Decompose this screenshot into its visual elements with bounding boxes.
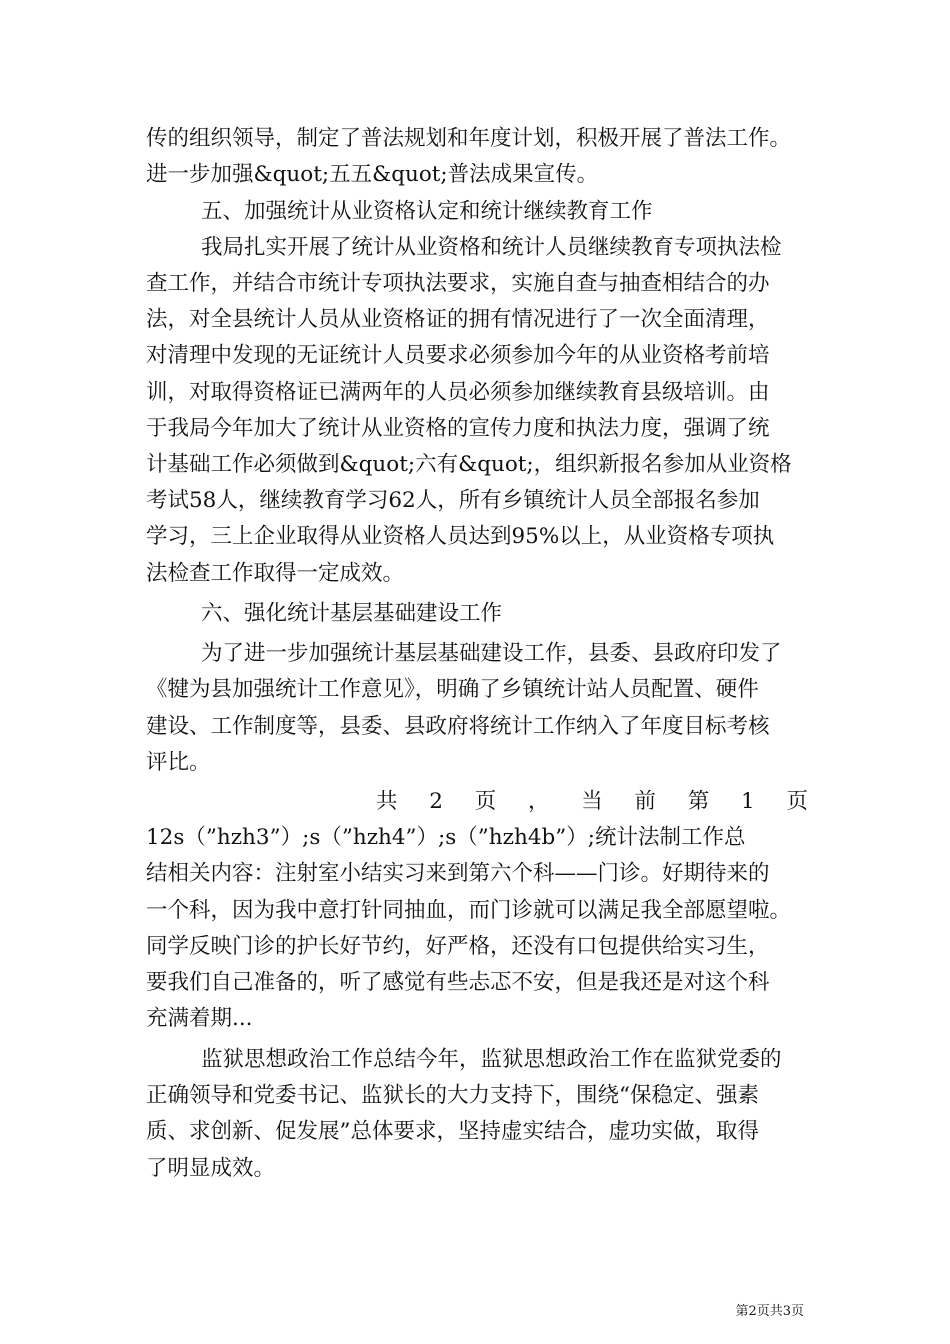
text-line: 进一步加强&quot;五五&quot;普法成果宣传。 <box>146 162 599 187</box>
text-line: 《犍为县加强统计工作意见》，明确了乡镇统计站人员配置、硬件 <box>146 677 759 702</box>
page-indicator-char: 第 <box>687 789 710 814</box>
text-line: 建设、工作制度等，县委、县政府将统计工作纳入了年度目标考核 <box>146 714 770 739</box>
text-line: 评比。 <box>146 750 211 775</box>
text-line: 考试58人，继续教育学习62人，所有乡镇统计人员全部报名参加 <box>146 488 760 513</box>
text-line: 了明显成效。 <box>146 1156 276 1181</box>
page-indicator-current: 1 <box>741 789 755 814</box>
text-line: 对清理中发现的无证统计人员要求必须参加今年的从业资格考前培 <box>146 343 770 368</box>
text-line: 一个科，因为我中意打针同抽血，而门诊就可以满足我全部愿望啦。 <box>146 898 792 923</box>
page-footer: 第2页共3页 <box>735 1304 804 1319</box>
text-line: 法，对全县统计人员从业资格证的拥有情况进行了一次全面清理， <box>146 307 770 332</box>
text-line: 我局扎实开展了统计从业资格和统计人员继续教育专项执法检 <box>201 235 782 260</box>
page-indicator-char: 前 <box>634 789 657 814</box>
text-line: 要我们自己准备的，听了感觉有些忐忑不安，但是我还是对这个科 <box>146 970 770 995</box>
page-indicator-total: 2 <box>429 789 443 814</box>
text-line: 训，对取得资格证已满两年的人员必须参加继续教育县级培训。由 <box>146 380 770 405</box>
section-heading: 五、加强统计从业资格认定和统计继续教育工作 <box>201 199 653 224</box>
text-line: 传的组织领导，制定了普法规划和年度计划，积极开展了普法工作。 <box>146 126 792 151</box>
text-line: 法检查工作取得一定成效。 <box>146 561 405 586</box>
text-line: 查工作，并结合市统计专项执法要求，实施自查与抽查相结合的办 <box>146 271 770 296</box>
text-line: 充满着期... <box>146 1006 253 1031</box>
page-indicator-char: 共 <box>376 789 398 814</box>
text-line: 同学反映门诊的护长好节约，好严格，还没有口包提供给实习生， <box>146 934 770 959</box>
section-heading: 六、强化统计基层基础建设工作 <box>201 601 503 626</box>
text-line: 监狱思想政治工作总结今年，监狱思想政治工作在监狱党委的 <box>201 1047 782 1072</box>
text-line: 计基础工作必须做到&quot;六有&quot;，组织新报名参加从业资格 <box>146 452 792 477</box>
text-line: 学习，三上企业取得从业资格人员达到95%以上，从业资格专项执 <box>146 524 775 549</box>
page-indicator <box>376 787 808 817</box>
text-line: 正确领导和党委书记、监狱长的大力支持下，围绕“保稳定、强素 <box>146 1083 759 1108</box>
page-indicator-char: ， <box>527 789 550 814</box>
text-line: 为了进一步加强统计基层基础建设工作，县委、县政府印发了 <box>201 641 782 666</box>
text-line: 质、求创新、促发展”总体要求，坚持虚实结合，虚功实做，取得 <box>146 1119 759 1144</box>
page-indicator-char: 页 <box>474 789 497 814</box>
text-line: 结相关内容：注射室小结实习来到第六个科——门诊。好期待来的 <box>146 861 770 886</box>
text-line: 12s（”hzh3”）;s（”hzh4”）;s（”hzh4b”）;统计法制工作总 <box>146 825 746 850</box>
text-line: 于我局今年加大了统计从业资格的宣传力度和执法力度，强调了统 <box>146 416 770 441</box>
page-indicator-char: 当 <box>581 789 603 814</box>
page-indicator-char: 页 <box>786 789 808 814</box>
